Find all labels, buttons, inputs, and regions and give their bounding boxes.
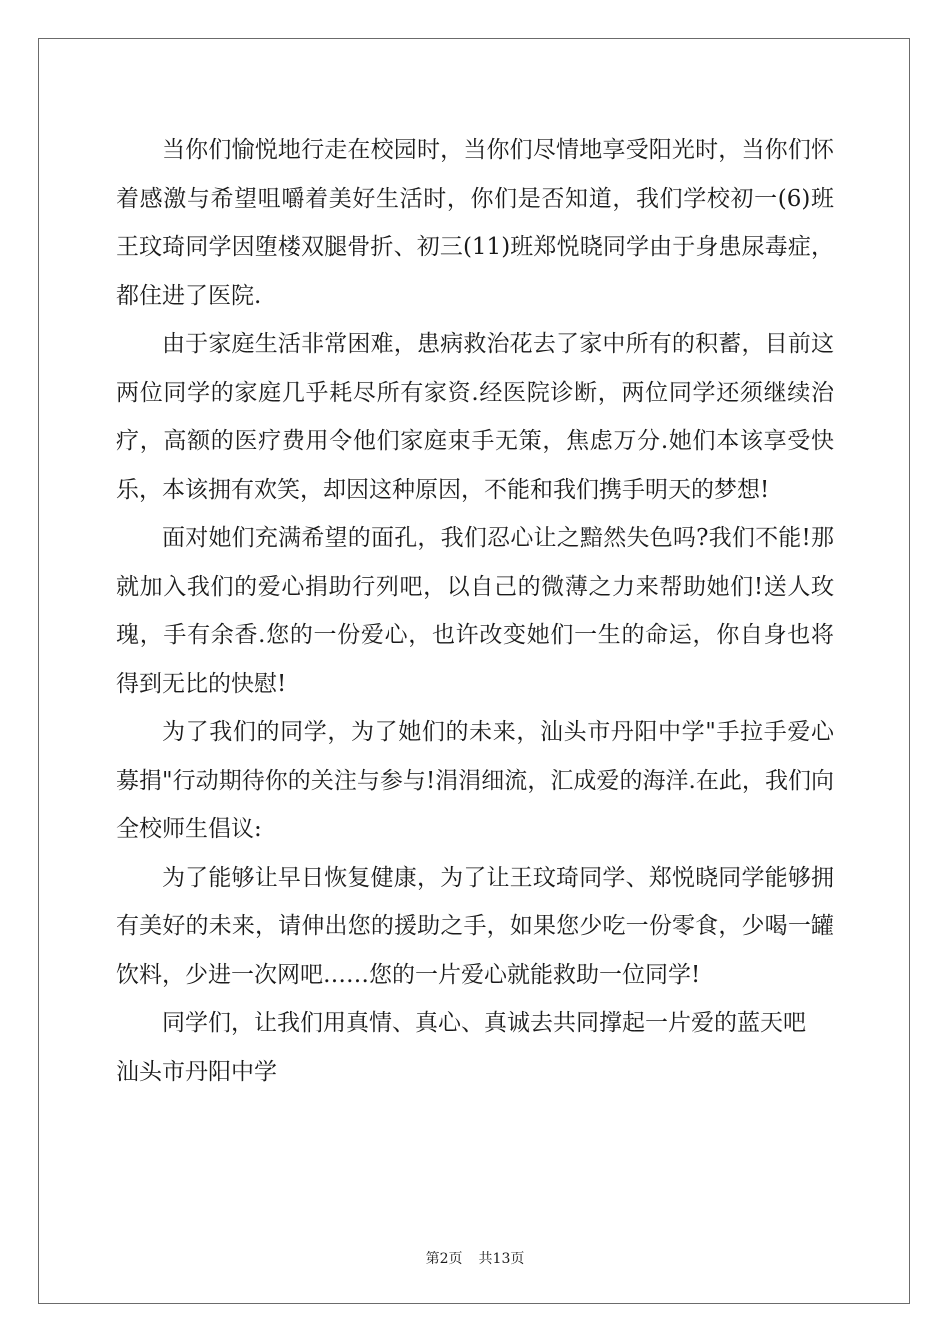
paragraph-5: 为了能够让早日恢复健康，为了让王玟琦同学、郑悦晓同学能够拥有美好的未来，请伸出您的援助之手，如果您少吃一份零食，少喝一罐饮料，少进一次网吧……您的一片爱心就能救助一位同学! — [116, 864, 834, 988]
page-number: 第2页 — [425, 1251, 463, 1267]
paragraph-1: 当你们愉悦地行走在校园时，当你们尽情地享受阳光时，当你们怀着感激与希望咀嚼着美好生活时，你们是否知道，我们学校初一(6)班王玟琦同学因堕楼双腿骨折、初三(11)班郑悦晓同学由于身患尿毒症，都住进了医院. — [116, 137, 834, 309]
paragraph-4: 为了我们的同学，为了她们的未来，汕头市丹阳中学"手拉手爱心募捐"行动期待你的关注与参与!涓涓细流，汇成爱的海洋.在此，我们向全校师生倡议: — [116, 719, 834, 842]
paragraph-3: 面对她们充满希望的面孔，我们忍心让之黯然失色吗?我们不能!那就加入我们的爱心捐助行列吧，以自己的微薄之力来帮助她们!送人玫瑰，手有余香.您的一份爱心，也许改变她们一生的命运，你自身也将得到无比的快慰! — [116, 525, 834, 697]
paragraph-6: 同学们，让我们用真情、真心、真诚去共同撑起一片爱的蓝天吧 — [162, 1010, 806, 1036]
paragraph-2: 由于家庭生活非常困难，患病救治花去了家中所有的积蓄，目前这两位同学的家庭几乎耗尽所有家资.经医院诊断，两位同学还须继续治疗，高额的医疗费用令他们家庭束手无策，焦虑万分.她们本该享受快乐，本该拥有欢笑，却因这种原因，不能和我们携手明天的梦想! — [116, 331, 834, 503]
page-footer — [0, 1248, 950, 1268]
signature: 汕头市丹阳中学 — [116, 1058, 277, 1085]
page-total: 共13页 — [478, 1251, 525, 1267]
document-body — [116, 126, 834, 1096]
